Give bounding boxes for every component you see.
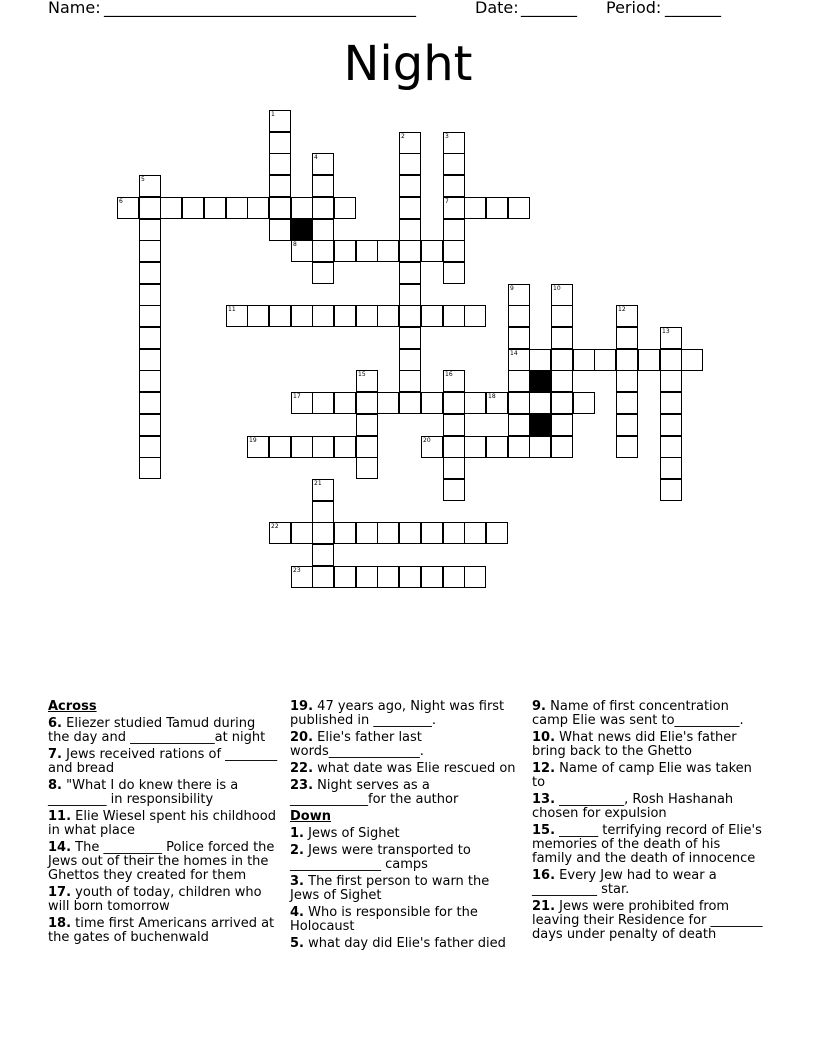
crossword-cell[interactable] [551, 370, 573, 392]
crossword-cell[interactable] [139, 219, 161, 241]
crossword-cell[interactable] [443, 219, 465, 241]
crossword-cell[interactable] [269, 522, 291, 544]
crossword-cell[interactable] [660, 370, 682, 392]
clues-column-1 [48, 700, 280, 948]
crossword-cell[interactable] [160, 197, 182, 219]
crossword-cell[interactable] [269, 175, 291, 197]
crossword-cell[interactable] [616, 349, 638, 371]
crossword-cell[interactable] [443, 175, 465, 197]
crossword-block [291, 219, 313, 241]
cell-number: 16 [445, 371, 453, 378]
cell-number: 17 [293, 393, 301, 400]
cell-number: 13 [662, 328, 670, 335]
crossword-cell[interactable] [312, 566, 334, 588]
crossword-cell[interactable] [529, 436, 551, 458]
crossword-cell[interactable] [551, 327, 573, 349]
crossword-cell[interactable] [443, 479, 465, 501]
crossword-cell[interactable] [291, 240, 313, 262]
clue-across-6: 6. Eliezer studied Tamud during the day and _____________at night [48, 716, 266, 745]
crossword-cell[interactable] [551, 284, 573, 306]
crossword-cell[interactable] [486, 197, 508, 219]
crossword-cell[interactable] [421, 392, 443, 414]
crossword-cell[interactable] [312, 436, 334, 458]
cell-number: 19 [249, 437, 257, 444]
cell-number: 12 [618, 306, 626, 313]
crossword-cell[interactable] [377, 522, 399, 544]
cell-number: 15 [358, 371, 366, 378]
crossword-cell[interactable] [334, 197, 356, 219]
crossword-cell[interactable] [486, 392, 508, 414]
crossword-cell[interactable] [269, 219, 291, 241]
crossword-cell[interactable] [443, 132, 465, 154]
crossword-cell[interactable] [334, 522, 356, 544]
crossword-cell[interactable] [377, 392, 399, 414]
crossword-cell[interactable] [443, 240, 465, 262]
across-heading: Across [48, 699, 97, 714]
crossword-cell[interactable] [508, 392, 530, 414]
date-label: Date: [475, 0, 519, 17]
clue-down-9: 9. Name of first concentration camp Elie was sent to__________. [532, 699, 744, 728]
crossword-cell[interactable] [356, 305, 378, 327]
crossword-cell[interactable] [291, 566, 313, 588]
crossword-cell[interactable] [356, 522, 378, 544]
crossword-cell[interactable] [291, 197, 313, 219]
cell-number: 18 [488, 393, 496, 400]
clue-across-22: 22. what date was Elie rescued on [290, 761, 516, 776]
crossword-cell[interactable] [660, 479, 682, 501]
crossword-cell[interactable] [616, 414, 638, 436]
crossword-cell[interactable] [443, 566, 465, 588]
crossword-cell[interactable] [529, 349, 551, 371]
crossword-cell[interactable] [356, 566, 378, 588]
crossword-cell[interactable] [247, 197, 269, 219]
crossword-cell[interactable] [139, 240, 161, 262]
clue-down-3: 3. The first person to warn the Jews of Sighet [290, 874, 490, 903]
clue-across-17: 17. youth of today, children who will born tomorrow [48, 885, 262, 914]
crossword-cell[interactable] [508, 197, 530, 219]
crossword-cell[interactable] [616, 436, 638, 458]
crossword-cell[interactable] [312, 175, 334, 197]
cell-number: 20 [423, 437, 431, 444]
crossword-cell[interactable] [226, 305, 248, 327]
cell-number: 8 [293, 241, 297, 248]
crossword-cell[interactable] [508, 370, 530, 392]
clue-down-5: 5. what day did Elie's father died [290, 936, 506, 951]
page-title: Night [343, 36, 473, 92]
crossword-cell[interactable] [399, 219, 421, 241]
crossword-cell[interactable] [334, 566, 356, 588]
cell-number: 9 [510, 285, 514, 292]
crossword-cell[interactable] [139, 197, 161, 219]
crossword-cell[interactable] [443, 262, 465, 284]
crossword-cell[interactable] [551, 392, 573, 414]
crossword-cell[interactable] [508, 349, 530, 371]
crossword-cell[interactable] [443, 153, 465, 175]
crossword-cell[interactable] [356, 392, 378, 414]
crossword-cell[interactable] [312, 392, 334, 414]
period-label: Period: [606, 0, 662, 17]
crossword-cell[interactable] [443, 197, 465, 219]
crossword-cell[interactable] [464, 566, 486, 588]
crossword-cell[interactable] [269, 132, 291, 154]
cell-number: 7 [445, 198, 449, 205]
crossword-cell[interactable] [399, 305, 421, 327]
crossword-cell[interactable] [399, 197, 421, 219]
crossword-cell[interactable] [139, 370, 161, 392]
crossword-cell[interactable] [399, 392, 421, 414]
clue-down-21: 21. Jews were prohibited from leaving their Residence for ________ days under penalty of death [532, 899, 763, 942]
crossword-cell[interactable] [399, 153, 421, 175]
clue-across-14: 14. The _________ Police forced the Jews out of their the homes in the Ghettos they created for them [48, 840, 275, 883]
crossword-cell[interactable] [377, 305, 399, 327]
crossword-cell[interactable] [443, 305, 465, 327]
crossword-cell[interactable] [529, 392, 551, 414]
date-field-line[interactable]: _______ [521, 0, 577, 17]
crossword-cell[interactable] [312, 262, 334, 284]
crossword-cell[interactable] [139, 392, 161, 414]
clue-across-8: 8. "What I do knew there is a _________ in responsibility [48, 778, 239, 807]
crossword-cell[interactable] [660, 349, 682, 371]
cell-number: 5 [141, 176, 145, 183]
crossword-block [529, 414, 551, 436]
crossword-cell[interactable] [616, 327, 638, 349]
crossword-cell[interactable] [464, 436, 486, 458]
clue-down-12: 12. Name of camp Elie was taken to [532, 761, 752, 790]
crossword-cell[interactable] [660, 327, 682, 349]
crossword-cell[interactable] [139, 262, 161, 284]
cell-number: 6 [119, 198, 123, 205]
crossword-cell[interactable] [312, 501, 334, 523]
clues-column-3 [532, 700, 764, 945]
crossword-cell[interactable] [204, 197, 226, 219]
crossword-cell[interactable] [464, 305, 486, 327]
crossword-cell[interactable] [334, 305, 356, 327]
crossword-cell[interactable] [334, 392, 356, 414]
down-heading: Down [290, 809, 331, 824]
cell-number: 11 [228, 306, 236, 313]
crossword-cell[interactable] [399, 240, 421, 262]
clue-across-19: 19. 47 years ago, Night was first published in _________. [290, 699, 505, 728]
cell-number: 23 [293, 567, 301, 574]
crossword-cell[interactable] [508, 414, 530, 436]
clue-down-1: 1. Jews of Sighet [290, 826, 400, 841]
crossword-cell[interactable] [312, 240, 334, 262]
cell-number: 10 [553, 285, 561, 292]
crossword-cell[interactable] [616, 370, 638, 392]
crossword-cell[interactable] [399, 284, 421, 306]
crossword-cell[interactable] [356, 414, 378, 436]
clue-across-7: 7. Jews received rations of ________ and bread [48, 747, 278, 776]
crossword-cell[interactable] [247, 436, 269, 458]
crossword-cell[interactable] [291, 305, 313, 327]
crossword-cell[interactable] [681, 349, 703, 371]
crossword-cell[interactable] [117, 197, 139, 219]
crossword-cell[interactable] [443, 436, 465, 458]
crossword-cell[interactable] [139, 349, 161, 371]
clue-across-11: 11. Elie Wiesel spent his childhood in what place [48, 809, 276, 838]
crossword-cell[interactable] [226, 197, 248, 219]
crossword-cell[interactable] [508, 327, 530, 349]
crossword-cell[interactable] [356, 240, 378, 262]
crossword-cell[interactable] [443, 414, 465, 436]
crossword-cell[interactable] [443, 457, 465, 479]
crossword-cell[interactable] [182, 197, 204, 219]
period-field-line[interactable]: _______ [665, 0, 721, 17]
crossword-cell[interactable] [616, 305, 638, 327]
crossword-cell[interactable] [312, 153, 334, 175]
crossword-cell[interactable] [334, 436, 356, 458]
cell-number: 22 [271, 523, 279, 530]
clue-down-15: 15. ______ terrifying record of Elie's memories of the death of his family and the death of innocence [532, 823, 762, 866]
crossword-cell[interactable] [573, 392, 595, 414]
crossword-cell[interactable] [638, 349, 660, 371]
crossword-cell[interactable] [312, 219, 334, 241]
crossword-cell[interactable] [594, 349, 616, 371]
crossword-cell[interactable] [399, 175, 421, 197]
crossword-cell[interactable] [377, 566, 399, 588]
crossword-cell[interactable] [312, 197, 334, 219]
name-field-line[interactable]: _______________________________________ [104, 0, 416, 17]
crossword-cell[interactable] [269, 305, 291, 327]
crossword-cell[interactable] [312, 544, 334, 566]
crossword-cell[interactable] [551, 414, 573, 436]
crossword-cell[interactable] [356, 457, 378, 479]
crossword-cell[interactable] [508, 305, 530, 327]
cell-number: 4 [314, 154, 318, 161]
clue-down-4: 4. Who is responsible for the Holocaust [290, 905, 478, 934]
clues-column-2 [290, 700, 522, 954]
crossword-cell[interactable] [508, 284, 530, 306]
crossword-cell[interactable] [247, 305, 269, 327]
clue-down-2: 2. Jews were transported to ______________ camps [290, 843, 471, 872]
crossword-cell[interactable] [139, 175, 161, 197]
crossword-cell[interactable] [421, 305, 443, 327]
cell-number: 1 [271, 111, 275, 118]
crossword-cell[interactable] [421, 566, 443, 588]
crossword-cell[interactable] [421, 436, 443, 458]
crossword-cell[interactable] [356, 370, 378, 392]
crossword-cell[interactable] [551, 305, 573, 327]
clue-across-20: 20. Elie's father last words______________. [290, 730, 424, 759]
clue-down-10: 10. What news did Elie's father bring back to the Ghetto [532, 730, 737, 759]
crossword-cell[interactable] [312, 479, 334, 501]
crossword-cell[interactable] [139, 284, 161, 306]
crossword-cell[interactable] [399, 566, 421, 588]
crossword-cell[interactable] [443, 392, 465, 414]
cell-number: 3 [445, 133, 449, 140]
cell-number: 21 [314, 480, 322, 487]
clue-down-13: 13. __________, Rosh Hashanah chosen for expulsion [532, 792, 734, 821]
name-label: Name: [48, 0, 101, 17]
crossword-cell[interactable] [399, 522, 421, 544]
crossword-cell[interactable] [269, 436, 291, 458]
cell-number: 2 [401, 133, 405, 140]
crossword-cell[interactable] [660, 414, 682, 436]
crossword-cell[interactable] [269, 110, 291, 132]
crossword-cell[interactable] [464, 392, 486, 414]
crossword-cell[interactable] [291, 392, 313, 414]
crossword-cell[interactable] [573, 349, 595, 371]
clue-down-16: 16. Every Jew had to wear a __________ star. [532, 868, 717, 897]
crossword-cell[interactable] [421, 522, 443, 544]
crossword-cell[interactable] [443, 370, 465, 392]
crossword-cell[interactable] [139, 305, 161, 327]
crossword-cell[interactable] [421, 240, 443, 262]
crossword-cell[interactable] [139, 457, 161, 479]
crossword-cell[interactable] [291, 436, 313, 458]
crossword-cell[interactable] [399, 132, 421, 154]
crossword-cell[interactable] [334, 240, 356, 262]
crossword-cell[interactable] [139, 436, 161, 458]
crossword-cell[interactable] [464, 197, 486, 219]
crossword-cell[interactable] [508, 436, 530, 458]
crossword-cell[interactable] [660, 392, 682, 414]
crossword-cell[interactable] [660, 436, 682, 458]
crossword-cell[interactable] [660, 457, 682, 479]
crossword-cell[interactable] [486, 522, 508, 544]
crossword-cell[interactable] [616, 392, 638, 414]
crossword-cell[interactable] [399, 349, 421, 371]
crossword-cell[interactable] [269, 153, 291, 175]
crossword-cell[interactable] [399, 327, 421, 349]
crossword-cell[interactable] [443, 522, 465, 544]
crossword-cell[interactable] [486, 436, 508, 458]
crossword-cell[interactable] [356, 436, 378, 458]
crossword-cell[interactable] [399, 262, 421, 284]
crossword-cell[interactable] [399, 370, 421, 392]
crossword-block [529, 370, 551, 392]
crossword-cell[interactable] [312, 522, 334, 544]
crossword-cell[interactable] [377, 240, 399, 262]
crossword-cell[interactable] [269, 197, 291, 219]
crossword-cell[interactable] [551, 436, 573, 458]
crossword-cell[interactable] [291, 522, 313, 544]
clue-across-18: 18. time first Americans arrived at the gates of buchenwald [48, 916, 275, 945]
cell-number: 14 [510, 350, 518, 357]
crossword-cell[interactable] [312, 305, 334, 327]
crossword-cell[interactable] [551, 349, 573, 371]
crossword-cell[interactable] [139, 327, 161, 349]
crossword-cell[interactable] [464, 522, 486, 544]
crossword-cell[interactable] [139, 414, 161, 436]
clue-across-23: 23. Night serves as a ____________for the author [290, 778, 459, 807]
